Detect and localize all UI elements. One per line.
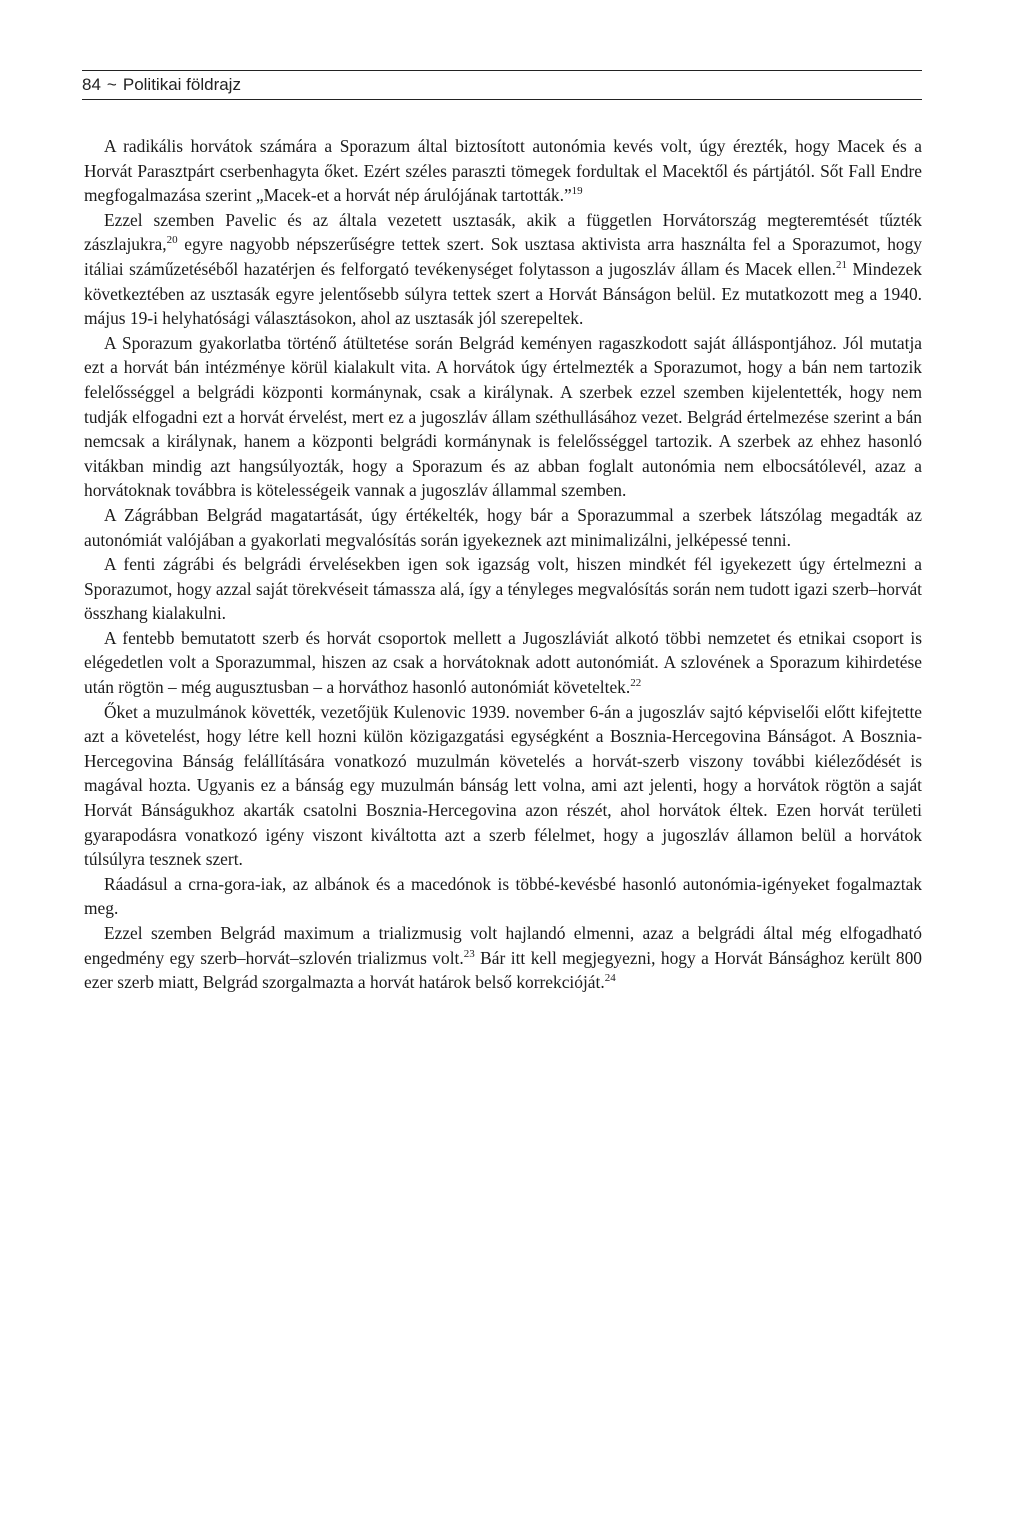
paragraph-text: A fentebb bemutatott szerb és horvát csoportok mellett a Jugoszláviát alkotó többi nemzetet és etnikai csoport is elégedetlen volt a Sporazummal, hiszen az csak a horvátoknak adott autonómiát. A szlovének a Sporazum kihirdetése után rögtön – még augusztusban – a horváthoz hasonló autonómiát követeltek.	[84, 627, 922, 698]
footnote-marker: 22	[630, 677, 642, 690]
running-header	[82, 70, 922, 100]
paragraph-text: Ráadásul a crna-gora-iak, az albánok és a macedónok is többé-kevésbé hasonló autonómia-igényeket fogalmaztak meg.	[84, 873, 922, 919]
paragraph	[84, 503, 922, 552]
paragraph-text: Őket a muzulmánok követték, vezetőjük Kulenovic 1939. november 6-án a jugoszláv sajtó képviselői előtt kifejtette azt a követelést, hogy létre kell hozni külön közigazgatási egységként a Bosznia-Hercegovina Bánságot. A Bosznia-Hercegovina Bánság felállítására vonatkozó muzulmán követelés a horvát-szerb viszony további kiéleződését is magával hozta. Ugyanis ez a bánság egy muzulmán bánság lett volna, ami azt jelenti, hogy a horvátok rögtön a saját Horvát Bánságukhoz akarták csatolni Bosznia-Hercegovina azon részét, ahol horvátok éltek. Ezen horvát területi gyarapodásra vonatkozó igény viszont kiváltotta azt a szerb félelmet, hogy a jugoszláv államon belül a horvátok túlsúlyra tesznek szert.	[84, 701, 922, 870]
paragraph	[84, 134, 922, 208]
paragraph-text: A fenti zágrábi és belgrádi érvelésekben igen sok igazság volt, hiszen mindkét fél igyekezett úgy értelmezni a Sporazumot, hogy azzal saját törekvéseit támassza alá, így a tényleges megvalósítás során nem tudott igazi szerb–horvát összhang kialakulni.	[84, 554, 922, 624]
paragraph	[84, 626, 922, 700]
footnote-marker: 21	[835, 258, 847, 271]
footnote-marker: 19	[571, 185, 583, 198]
paragraph-text: A radikális horvátok számára a Sporazum által biztosított autonómia kevés volt, úgy érezték, hogy Macek és a Horvát Parasztpárt cserbenhagyta őket. Ezért széles paraszti tömegek fordultak el Macektől és pártjától. Sőt Fall Endre megfogalmazása szerint „Macek-et a horvát nép árulójának tartották.”	[84, 136, 922, 206]
paragraph-text: Mindezek következtében az usztasák egyre jelentősebb súlyra tettek szert a Horvát Bánságon belül. Ez mutatkozott meg a 1940. május 19-i helyhatósági választásokon, ahol az usztasák jól szerepeltek.	[84, 258, 923, 329]
paragraph	[84, 872, 922, 921]
paragraph-text: A Sporazum gyakorlatba történő átültetése során Belgrád keményen ragaszkodott saját álláspontjához. Jól mutatja ezt a horvát bán intézménye körül kialakult vita. A horvátok úgy értelmezték a Sporazumot, hogy a bán nem tartozik felelősséggel a belgrádi központi kormánynak, csak a királynak. A szerbek ezzel szemben kijelentették, hogy nem tudják elfogadni ezt a horvát érvelést, mert ez a jugoszláv állam széthullásához vezet. Belgrád értelmezése szerint a bán nemcsak a királynak, hanem a központi belgrádi kormánynak is felelősséggel tartozik. A szerbek az ehhez hasonló vitákban mindig azt hangsúlyozták, hogy a Sporazum és az abban foglalt autonómia nem elbocsátólevél, azaz a horvátoknak továbbra is kötelességeik vannak a jugoszláv állammal szemben.	[84, 332, 922, 501]
paragraph-text: Bár itt kell megjegyezni, hogy a Horvát Bánsághoz került 800 ezer szerb miatt, Belgrád szorgalmazta a horvát határok belső korrekcióját.	[84, 947, 922, 993]
paragraph-text: Ezzel szemben Pavelic és az általa vezetett usztasák, akik a független Horvátország megteremtését tűzték zászlajukra,	[84, 209, 922, 255]
paragraph-text: A Zágrábban Belgrád magatartását, úgy értékelték, hogy bár a Sporazummal a szerbek látszólag megadták az autonómiát valójában a gyakorlati megvalósítás során igyekeznek azt minimalizálni, jelképessé tenni.	[84, 504, 922, 550]
paragraph	[84, 921, 922, 995]
body-text	[84, 134, 922, 995]
page-number: 84	[82, 75, 101, 94]
footnote-marker: 23	[463, 947, 475, 960]
paragraph	[84, 208, 922, 331]
page	[82, 70, 922, 995]
paragraph	[84, 331, 922, 503]
paragraph-text: Ezzel szemben Belgrád maximum a trializmusig volt hajlandó elmenni, azaz a belgrádi által még elfogadható engedmény egy szerb–horvát–szlovén trializmus volt.	[84, 923, 922, 968]
footnote-marker: 24	[604, 972, 616, 985]
paragraph	[84, 700, 922, 872]
footnote-marker: 20	[166, 234, 178, 247]
paragraph	[84, 552, 922, 626]
paragraph-text: egyre nagyobb népszerűségre tettek szert. Sok usztasa aktivista arra használta fel a Sporazumot, hogy itáliai száműzetéséből hazatérjen és felforgató tevékenységet folytasson a jugoszláv állam és Macek ellen.	[84, 234, 922, 279]
running-title: Politikai földrajz	[122, 75, 241, 94]
header-separator: ~	[106, 75, 117, 94]
